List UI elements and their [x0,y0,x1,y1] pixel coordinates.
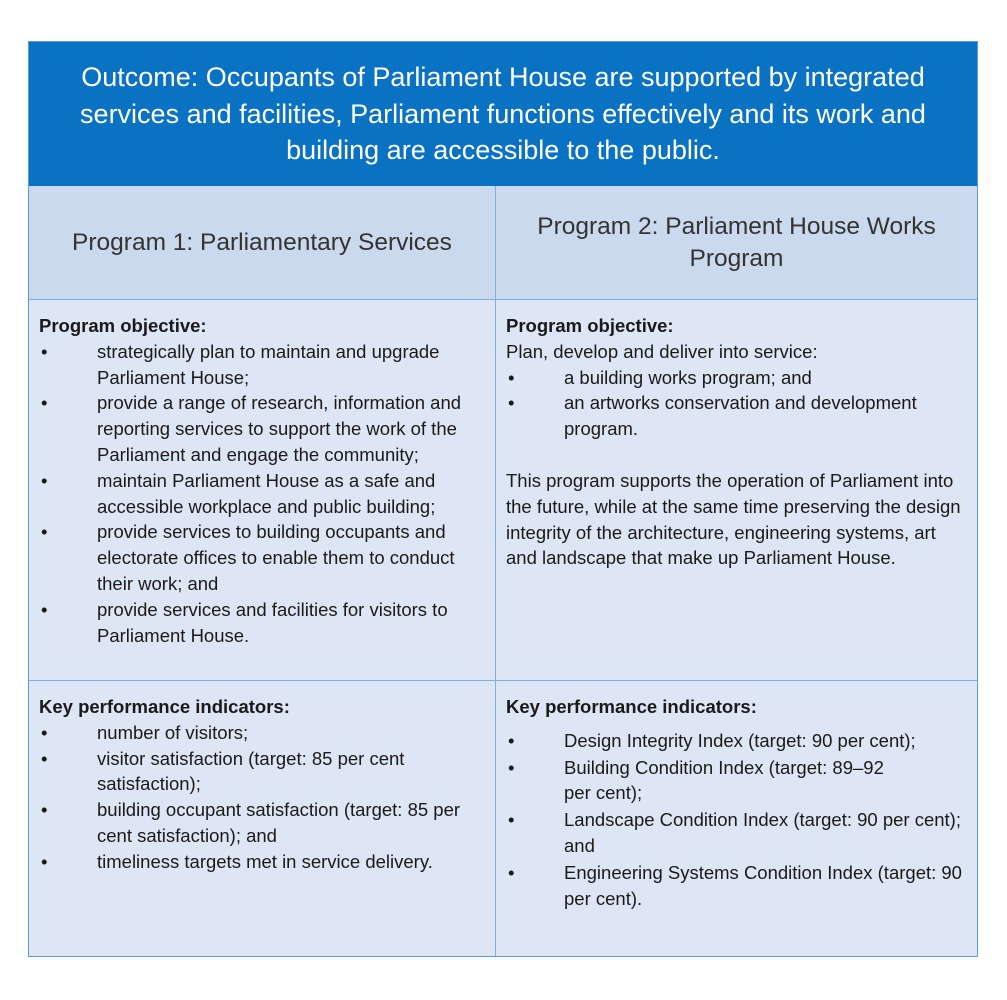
list-item: • building occupant satisfaction (target: 85 per cent satisfaction); and [39,797,485,849]
list-item: • an artworks conservation and development program. [506,390,967,442]
list-item: • timeliness targets met in service delivery. [39,849,485,875]
list-item: • visitor satisfaction (target: 85 per cent satisfaction); [39,746,485,798]
list-item: • Engineering Systems Condition Index (target: 90 per cent). [506,860,967,912]
program2-objective-label: Program objective: [506,315,674,336]
program2-title-text: Program 2: Parliament House Works Program [537,212,936,272]
list-item: • Building Condition Index (target: 89–92 per cent); [506,755,967,807]
program2-kpi-label: Key performance indicators: [506,696,757,717]
program2-objective-cell [496,300,977,681]
outcome-header: Outcome: Occupants of Parliament House are supported by integrated services and facilities, Parliament functions effectively and its work and building are accessible to the public. [29,42,977,186]
program2-kpi-cell [496,681,977,956]
list-item: • provide a range of research, information and reporting services to support the work of the Parliament and engage the community; [39,390,485,467]
list-item: • maintain Parliament House as a safe and accessible workplace and public building; [39,468,485,520]
program2-paragraph: This program supports the operation of Parliament into the future, while at the same time preserving the design integrity of the architecture, engineering systems, art and landscape that make up Parliament House. [506,469,961,569]
list-item: • Landscape Condition Index (target: 90 per cent); and [506,807,967,859]
list-item: • provide services to building occupants and electorate offices to enable them to conduct their work; and [39,519,485,596]
list-item: • strategically plan to maintain and upgrade Parliament House; [39,339,485,391]
program1-title: Program 1: Parliamentary Services [29,186,496,300]
program1-kpi-cell [29,681,496,956]
program2-kpi-list [506,728,967,912]
program1-objective-cell [29,300,496,681]
program1-objective-label: Program objective: [39,315,207,336]
program1-objective-list [39,339,485,649]
program1-kpi-list [39,720,485,875]
list-item: • a building works program; and [506,365,967,391]
list-item: • provide services and facilities for visitors to Parliament House. [39,597,485,649]
list-item: • Design Integrity Index (target: 90 per cent); [506,728,967,754]
program2-title [496,186,977,300]
program2-intro: Plan, develop and deliver into service: [506,340,818,362]
list-item: • number of visitors; [39,720,485,746]
program2-objective-list [506,365,967,442]
program-table [28,41,978,957]
program1-kpi-label: Key performance indicators: [39,696,290,717]
